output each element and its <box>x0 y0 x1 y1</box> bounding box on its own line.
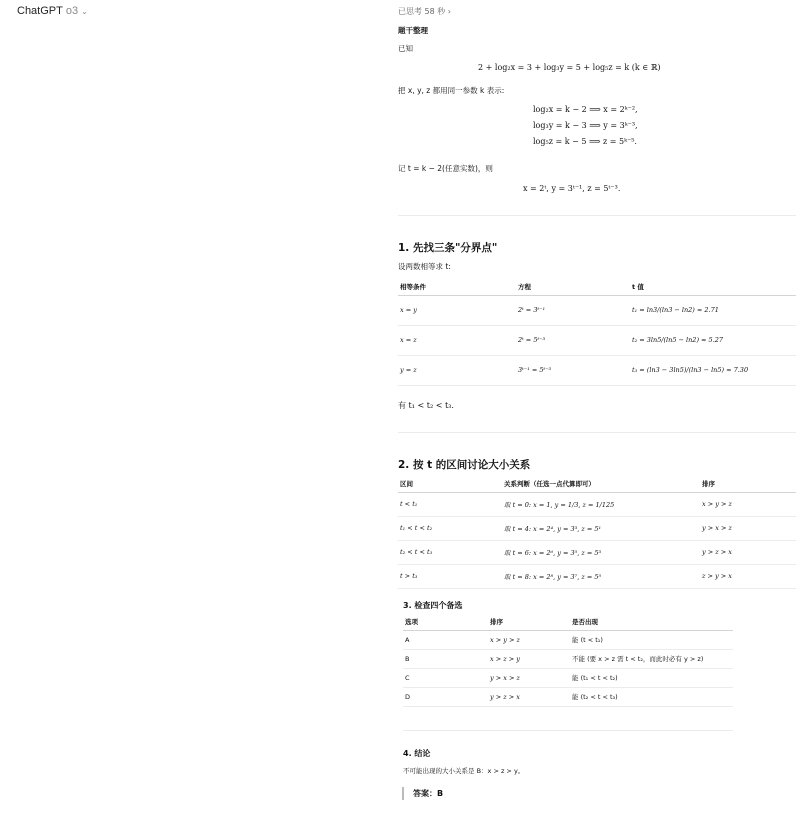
table-cell: t₁ < t < t₂ <box>398 516 502 540</box>
table-cell: B <box>403 649 488 668</box>
table-cell: 2ᵗ = 3ᵗ⁻¹ <box>516 295 630 325</box>
table-cell: y > x > z <box>700 516 796 540</box>
section1-title: 1. 先找三条"分界点" <box>398 242 498 254</box>
table-header: 相等条件 <box>398 279 516 295</box>
table-cell: t₂ < t < t₃ <box>398 540 502 564</box>
table-cell: t > t₃ <box>398 564 502 588</box>
table-cell: y > z > x <box>700 540 796 564</box>
section3-title: 3. 检查四个备选 <box>403 601 463 610</box>
table-cell: y > x > z <box>488 668 570 687</box>
conclusion-text: 不可能出现的大小关系是 B：x > z > y。 <box>403 767 525 775</box>
known-label: 已知 <box>398 44 413 53</box>
table-cell: C <box>403 668 488 687</box>
table-row <box>398 516 796 540</box>
divider <box>403 730 733 731</box>
table-cell: 能 (t₁ < t < t₂) <box>570 668 733 687</box>
table-cell: 2ᵗ = 5ᵗ⁻³ <box>516 325 630 355</box>
table-cell: 取 t = 6: x = 2⁶, y = 3⁵, z = 5³ <box>502 540 700 564</box>
table-cell: x = y <box>398 295 516 325</box>
table-header: 关系判断（任选一点代算即可） <box>502 476 700 492</box>
log-line-3: log₅z = k − 5 ⟹ z = 5ᵏ⁻⁵. <box>533 137 637 146</box>
substitution-equation: x = 2ᵗ, y = 3ᵗ⁻¹, z = 5ᵗ⁻³. <box>523 184 621 193</box>
table-cell: x > y > z <box>700 492 796 516</box>
model-name: ChatGPT <box>17 5 63 17</box>
section4-title: 4. 结论 <box>403 749 431 758</box>
table-cell: x > y > z <box>488 630 570 649</box>
table-header: 选项 <box>403 614 488 630</box>
intro-title: 题干整理 <box>398 26 428 35</box>
table-row <box>403 687 733 706</box>
table-header: 排序 <box>700 476 796 492</box>
table-row <box>403 630 733 649</box>
table-cell: 3ᵗ⁻¹ = 5ᵗ⁻³ <box>516 355 630 385</box>
table-header: 区间 <box>398 476 502 492</box>
interval-table <box>398 476 796 589</box>
table-cell: t₂ = 3ln5/(ln5 − ln2) ≈ 5.27 <box>630 325 796 355</box>
table-row <box>398 295 796 325</box>
table-row <box>398 355 796 385</box>
divider <box>398 215 796 216</box>
table-row <box>403 668 733 687</box>
chevron-down-icon: ⌄ <box>81 6 88 16</box>
table-row <box>398 492 796 516</box>
final-answer: 答案：B <box>402 787 443 800</box>
table-cell: x > z > y <box>488 649 570 668</box>
table-row <box>398 540 796 564</box>
table-row <box>398 564 796 588</box>
table-cell: 能 (t₂ < t < t₃) <box>570 687 733 706</box>
table-cell: 取 t = 4: x = 2⁴, y = 3³, z = 5¹ <box>502 516 700 540</box>
table-cell: y > z > x <box>488 687 570 706</box>
table-cell: D <box>403 687 488 706</box>
model-version: o3 <box>65 5 79 17</box>
table-cell: A <box>403 630 488 649</box>
table-header: 方程 <box>516 279 630 295</box>
log-line-1: log₂x = k − 2 ⟹ x = 2ᵏ⁻², <box>533 105 638 114</box>
table-cell: 不能 (要 x > z 需 t < t₂，而此时必有 y > z) <box>570 649 733 668</box>
model-selector[interactable] <box>17 5 88 17</box>
log-line-2: log₃y = k − 3 ⟹ y = 3ᵏ⁻³, <box>533 121 638 130</box>
main-equation: 2 + log₂x = 3 + log₃y = 5 + log₅z = k (k ∈ ℝ) <box>478 63 661 72</box>
options-table <box>403 614 733 707</box>
divider <box>398 432 796 433</box>
table-cell: t₁ = ln3/(ln3 − ln2) ≈ 2.71 <box>630 295 796 325</box>
table-cell: 取 t = 8: x = 2⁸, y = 3⁷, z = 5⁵ <box>502 564 700 588</box>
table-header: t 值 <box>630 279 796 295</box>
order-note: 有 t₁ < t₂ < t₃. <box>398 401 454 410</box>
table-row <box>398 325 796 355</box>
express-line: 把 x, y, z 都用同一参数 k 表示: <box>398 86 505 95</box>
table-cell: 取 t = 0: x = 1, y = 1/3, z = 1/125 <box>502 492 700 516</box>
table-cell: t₃ = (ln3 − 3ln5)/(ln3 − ln5) ≈ 7.30 <box>630 355 796 385</box>
table-header: 排序 <box>488 614 570 630</box>
table-cell: z > y > x <box>700 564 796 588</box>
table-cell: x = z <box>398 325 516 355</box>
section1-subtitle: 设两数相等求 t: <box>398 262 451 271</box>
table-row <box>403 649 733 668</box>
thought-duration-toggle[interactable]: 已思考 58 秒 › <box>398 7 452 16</box>
table-cell: t < t₁ <box>398 492 502 516</box>
substitution-line: 记 t = k − 2(任意实数)，则 <box>398 164 493 173</box>
boundary-table <box>398 279 796 386</box>
table-cell: y = z <box>398 355 516 385</box>
section2-title: 2. 按 t 的区间讨论大小关系 <box>398 459 531 471</box>
table-cell: 能 (t < t₁) <box>570 630 733 649</box>
table-header: 是否出现 <box>570 614 733 630</box>
